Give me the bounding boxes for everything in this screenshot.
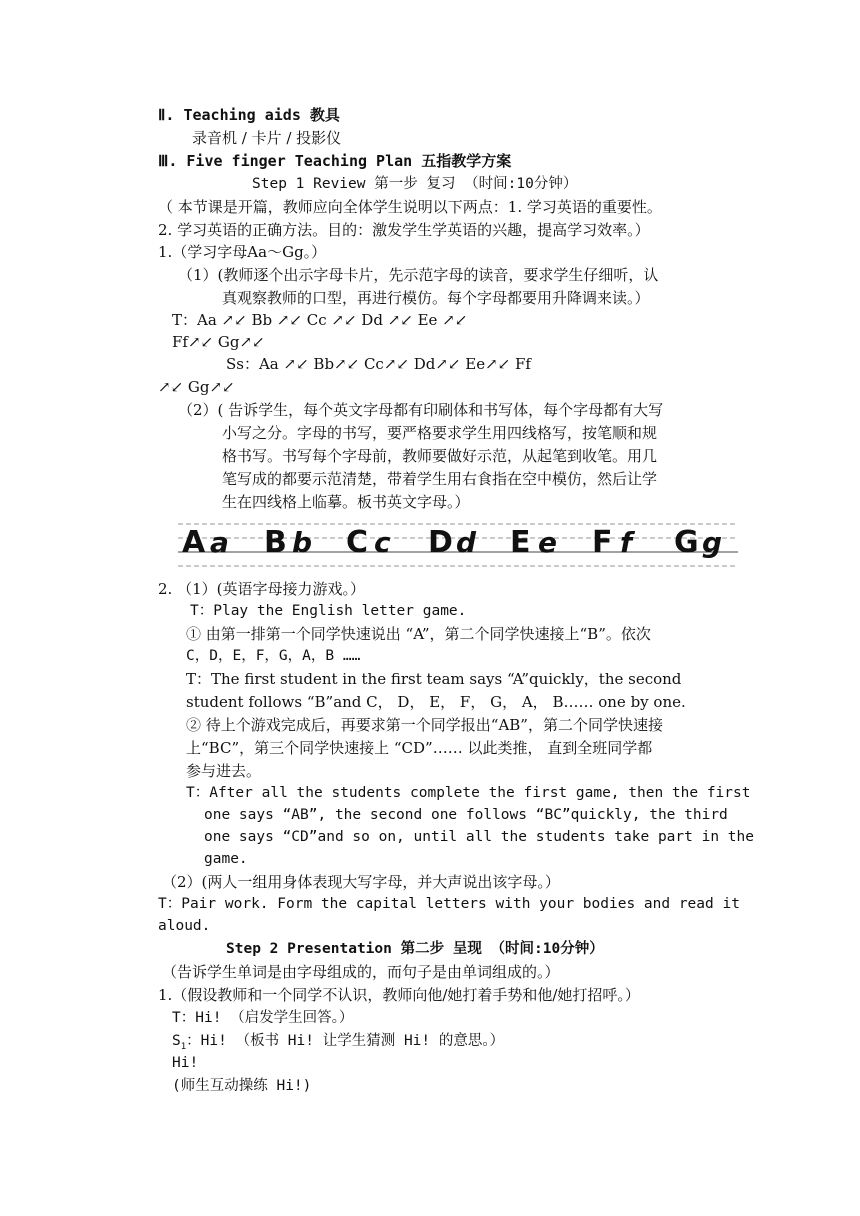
game-step-english: game.	[204, 851, 248, 867]
lowercase-letter: d	[456, 526, 477, 559]
teacher-instruction: aloud.	[158, 918, 211, 934]
step1-sub-item: （2）( 告诉学生，每个英文字母都有印刷体和书写体，每个字母都有大写	[178, 401, 664, 419]
step2-intro: （告诉学生单词是由字母组成的，而句子是由单词组成的。）	[162, 963, 560, 981]
student-text: ：Hi! （板书 Hi! 让学生猜测 Hi! 的意思。）	[186, 1033, 505, 1049]
step1-sub-item: 真观察教师的口型，再进行模仿。每个字母都要用升降调来读。）	[222, 289, 650, 307]
step1-sub-item: 笔写成的都要示范清楚，带着学生用右食指在空中模仿，然后让学	[222, 470, 658, 488]
lowercase-letter: e	[538, 526, 557, 559]
step1-item: 1.（学习字母Aa～Gg。）	[158, 243, 327, 261]
step1-title: Step 1 Review 第一步 复习 （时间:10分钟）	[252, 176, 578, 192]
game-step-chinese: 上“BC”，第三个同学快速接上 “CD”…… 以此类推， 直到全班同学都	[186, 739, 653, 757]
game-step-english: T：The first student in the first team says “A”quickly，the second	[186, 670, 682, 688]
lowercase-letter: c	[374, 526, 391, 559]
game-step-english: one says “CD”and so on, until all the students take part in the	[204, 829, 754, 845]
teacher-line: T：Hi! （启发学生回答。）	[172, 1010, 354, 1026]
student-label: S	[172, 1033, 181, 1049]
lowercase-letter: b	[292, 526, 313, 559]
game-step-english: student follows “B”and C， D， E， F， G， A， B…… one by one.	[186, 693, 686, 711]
student-line	[172, 1030, 504, 1058]
step1-sub-item: （1）(教师逐个出示字母卡片，先示范字母的读音，要求学生仔细听，认	[178, 266, 659, 284]
game-step-chinese: ① 由第一排第一个同学快速说出 “A”，第二个同学快速接上“B”。依次	[186, 625, 651, 643]
section-heading-five-finger: Ⅲ. Five finger Teaching Plan 五指教学方案	[158, 152, 512, 170]
teacher-instruction: T：Play the English letter game.	[190, 603, 467, 619]
uppercase-letter: G	[674, 525, 699, 560]
uppercase-letter: A	[182, 525, 206, 560]
game-step-english: T：After all the students complete the first game, then the first	[186, 785, 751, 801]
lowercase-letter: g	[702, 526, 723, 559]
step2-item: 1.（假设教师和一个同学不认识，教师向他/她打着手势和他/她打招呼。）	[158, 986, 640, 1004]
step1-sub-item: （2）(两人一组用身体表现大写字母，并大声说出该字母。）	[162, 873, 560, 891]
students-letters-line: ↗↙ Gg↗↙	[158, 378, 235, 396]
lowercase-letter: f	[620, 526, 633, 559]
teacher-instruction: T：Pair work. Form the capital letters with your bodies and read it	[158, 896, 740, 912]
uppercase-letter: E	[510, 525, 531, 560]
hi-line: Hi!	[172, 1055, 199, 1071]
student-number: 1	[180, 1041, 187, 1052]
uppercase-letter: F	[592, 525, 613, 560]
game-step-english: one says “AB”, the second one follows “BC”quickly, the third	[204, 807, 728, 823]
four-line-letters-image	[178, 515, 738, 573]
drill-line: (师生互动操练 Hi!)	[172, 1078, 312, 1094]
uppercase-letter: D	[428, 525, 453, 560]
game-step-chinese: 参与进去。	[186, 762, 262, 780]
teacher-letters-line: T：Aa ↗↙ Bb ↗↙ Cc ↗↙ Dd ↗↙ Ee ↗↙	[172, 311, 468, 329]
game-step-chinese: C，D，E，F，G，A，B ……	[186, 648, 361, 664]
teaching-aids-list: 录音机 / 卡片 / 投影仪	[192, 129, 342, 147]
lowercase-letter: a	[210, 526, 229, 559]
step1-sub-item: 生在四线格上临摹。板书英文字母。）	[222, 493, 470, 511]
students-letters-line: Ss：Aa ↗↙ Bb↗↙ Cc↗↙ Dd↗↙ Ee↗↙ Ff	[226, 355, 531, 373]
step1-intro: （ 本节课是开篇，教师应向全体学生说明以下两点：1. 学习英语的重要性。	[158, 198, 662, 216]
step1-sub-item: 小写之分。字母的书写，要严格要求学生用四线格写，按笔顺和规	[222, 424, 658, 442]
game-step-chinese: ② 待上个游戏完成后，再要求第一个同学报出“AB”，第二个同学快速接	[186, 716, 663, 734]
uppercase-letter: B	[264, 525, 287, 560]
teacher-letters-line: Ff↗↙ Gg↗↙	[172, 333, 265, 351]
section-heading-teaching-aids: Ⅱ. Teaching aids 教具	[158, 106, 340, 124]
step2-title: Step 2 Presentation 第二步 呈现 （时间:10分钟）	[226, 941, 604, 957]
step1-item: 2. （1）(英语字母接力游戏。）	[158, 580, 365, 598]
step1-intro: 2. 学习英语的正确方法。目的：激发学生学英语的兴趣，提高学习效率。）	[158, 221, 650, 239]
step1-sub-item: 格书写。书写每个字母前，教师要做好示范，从起笔到收笔。用几	[222, 447, 658, 465]
uppercase-letter: C	[346, 525, 369, 560]
